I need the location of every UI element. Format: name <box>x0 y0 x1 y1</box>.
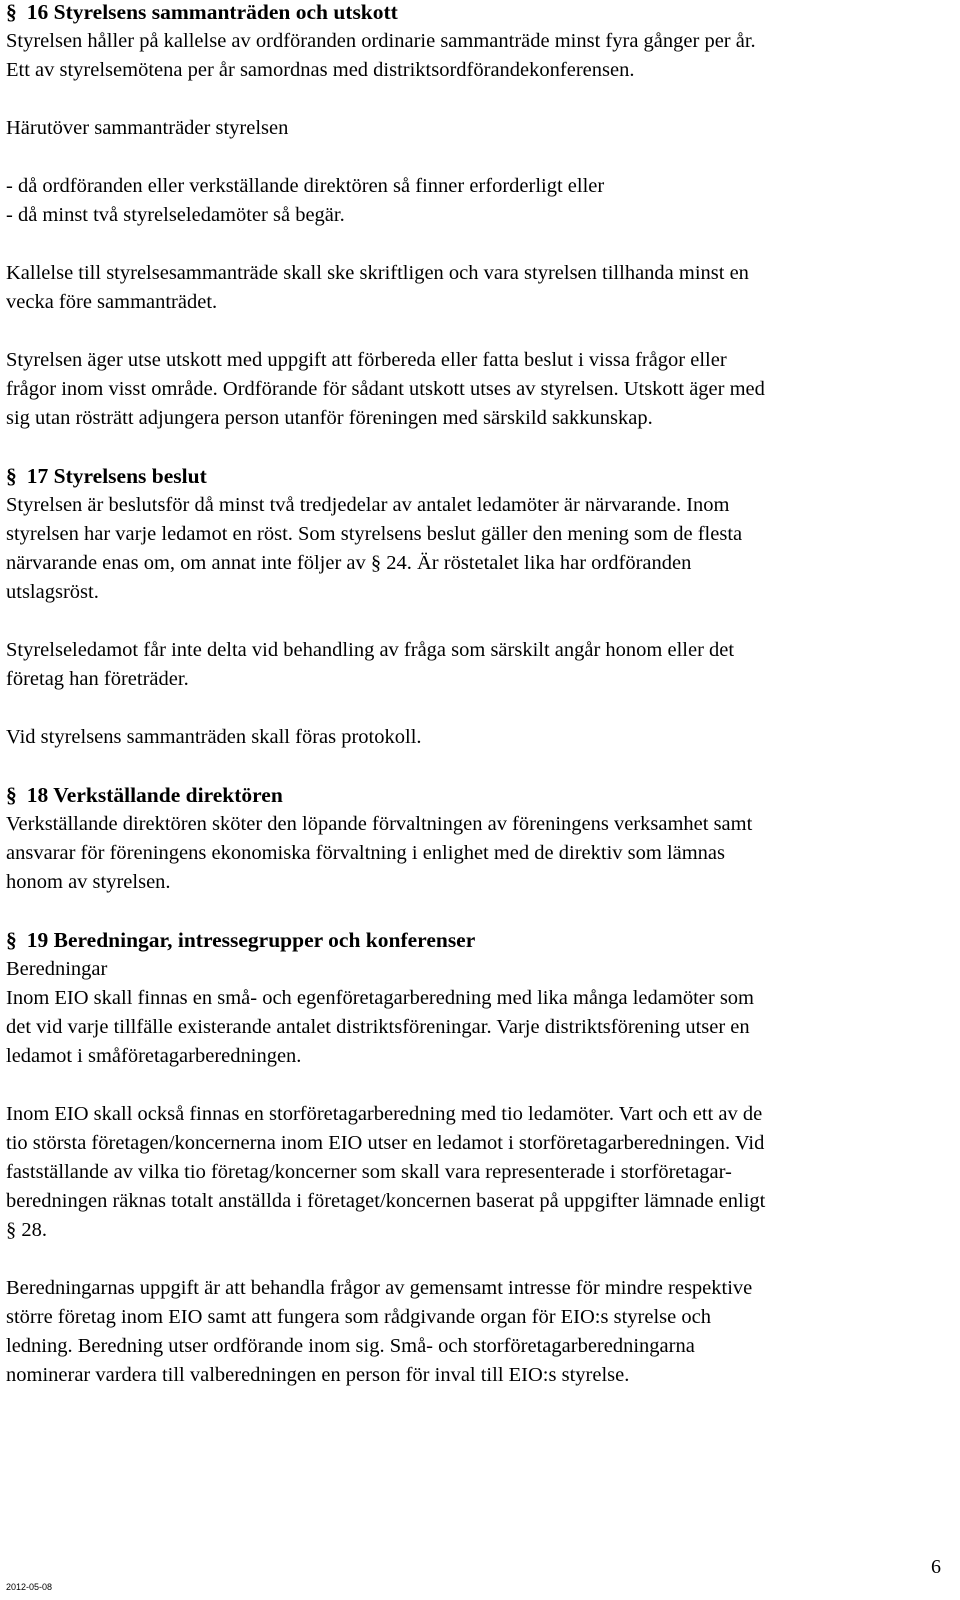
text-line: företag han företräder. <box>6 668 189 690</box>
text-line: vecka före sammanträdet. <box>6 291 218 313</box>
footer-date: 2012-05-08 <box>6 1582 53 1592</box>
text-line: - då ordföranden eller verkställande direktören så finner erforderligt eller <box>6 175 605 197</box>
section-title: 17 Styrelsens beslut <box>26 464 207 488</box>
text-line: närvarande enas om, om annat inte följer av § 24. Är röstetalet lika har ordföranden <box>6 552 692 574</box>
paragraph-gap <box>6 85 941 114</box>
section-heading <box>6 926 941 955</box>
paragraph <box>6 259 941 317</box>
section-title: 16 Styrelsens sammanträden och utskott <box>26 0 398 24</box>
text-line: större företag inom EIO samt att fungera som rådgivande organ för EIO:s styrelse och <box>6 1306 711 1328</box>
section-heading <box>6 462 941 491</box>
text-line: Beredningarnas uppgift är att behandla frågor av gemensamt intresse för mindre respektive <box>6 1277 753 1299</box>
text-line: ledamot i småföretagarberedningen. <box>6 1045 302 1067</box>
paragraph-gap <box>6 230 941 259</box>
text-line: ledning. Beredning utser ordförande inom sig. Små- och storföretagarberedningarna <box>6 1335 695 1357</box>
text-line: - då minst två styrelseledamöter så begär. <box>6 204 345 226</box>
section-gap <box>6 752 941 781</box>
section-gap <box>6 433 941 462</box>
text-line: Härutöver sammanträder styrelsen <box>6 117 289 139</box>
paragraph <box>6 491 941 607</box>
text-line: Styrelsen är beslutsför då minst två tredjedelar av antalet ledamöter är närvarande. Inom <box>6 494 730 516</box>
section-symbol: § <box>6 464 17 488</box>
section-heading <box>6 781 941 810</box>
paragraph-gap <box>6 607 941 636</box>
text-line: styrelsen har varje ledamot en röst. Som styrelsens beslut gäller den mening som de flesta <box>6 523 743 545</box>
section-symbol: § <box>6 783 17 807</box>
text-line: ansvarar för föreningens ekonomiska förvaltning i enlighet med de direktiv som lämnas <box>6 842 726 864</box>
text-line: Kallelse till styrelsesammanträde skall ske skriftligen och vara styrelsen tillhanda minst en <box>6 262 749 284</box>
section-symbol: § <box>6 0 17 24</box>
paragraph-gap <box>6 694 941 723</box>
text-line: fastställande av vilka tio företag/koncerner som skall vara representerade i storföretagar- <box>6 1161 732 1183</box>
paragraph <box>6 172 941 230</box>
text-line: Vid styrelsens sammanträden skall föras protokoll. <box>6 726 422 748</box>
paragraph <box>6 955 941 1071</box>
text-line: § 28. <box>6 1219 47 1241</box>
section-heading <box>6 0 941 27</box>
paragraph-gap <box>6 1245 941 1274</box>
text-line: Inom EIO skall finnas en små- och egenföretagarberedning med lika många ledamöter som <box>6 987 754 1009</box>
paragraph-gap <box>6 143 941 172</box>
text-line: sig utan rösträtt adjungera person utanför föreningen med särskild sakkunskap. <box>6 407 653 429</box>
paragraph <box>6 1100 941 1245</box>
paragraph-gap <box>6 317 941 346</box>
section-symbol: § <box>6 928 17 952</box>
text-line: frågor inom visst område. Ordförande för sådant utskott utses av styrelsen. Utskott äger med <box>6 378 765 400</box>
text-line: Verkställande direktören sköter den löpande förvaltningen av föreningens verksamhet samt <box>6 813 753 835</box>
text-line: Ett av styrelsemötena per år samordnas med distriktsordförandekonferensen. <box>6 59 635 81</box>
text-line: utslagsröst. <box>6 581 99 603</box>
text-line: honom av styrelsen. <box>6 871 171 893</box>
text-line: tio största företagen/koncernerna inom EIO utser en ledamot i storföretagarberedningen. Vid <box>6 1132 765 1154</box>
text-line: Inom EIO skall också finnas en storföretagarberedning med tio ledamöter. Vart och ett av de <box>6 1103 763 1125</box>
document-body <box>6 0 941 1390</box>
paragraph <box>6 636 941 694</box>
section-title: 18 Verkställande direktören <box>26 783 283 807</box>
paragraph <box>6 346 941 433</box>
text-line: Beredningar <box>6 958 108 980</box>
section-gap <box>6 897 941 926</box>
paragraph <box>6 114 941 143</box>
paragraph <box>6 1274 941 1390</box>
paragraph-gap <box>6 1071 941 1100</box>
text-line: beredningen räknas totalt anställda i företaget/koncernen baserat på uppgifter lämnade enligt <box>6 1190 766 1212</box>
paragraph <box>6 723 941 752</box>
section-title: 19 Beredningar, intressegrupper och konferenser <box>26 928 476 952</box>
text-line: Styrelseledamot får inte delta vid behandling av fråga som särskilt angår honom eller det <box>6 639 735 661</box>
text-line: nominerar vardera till valberedningen en person för inval till EIO:s styrelse. <box>6 1364 630 1386</box>
paragraph <box>6 810 941 897</box>
text-line: Styrelsen äger utse utskott med uppgift att förbereda eller fatta beslut i vissa frågor eller <box>6 349 727 371</box>
page-number: 6 <box>931 1556 941 1578</box>
text-line: Styrelsen håller på kallelse av ordföranden ordinarie sammanträde minst fyra gånger per år. <box>6 30 756 52</box>
paragraph <box>6 27 941 85</box>
text-line: det vid varje tillfälle existerande antalet distriktsföreningar. Varje distriktsförening utser en <box>6 1016 750 1038</box>
